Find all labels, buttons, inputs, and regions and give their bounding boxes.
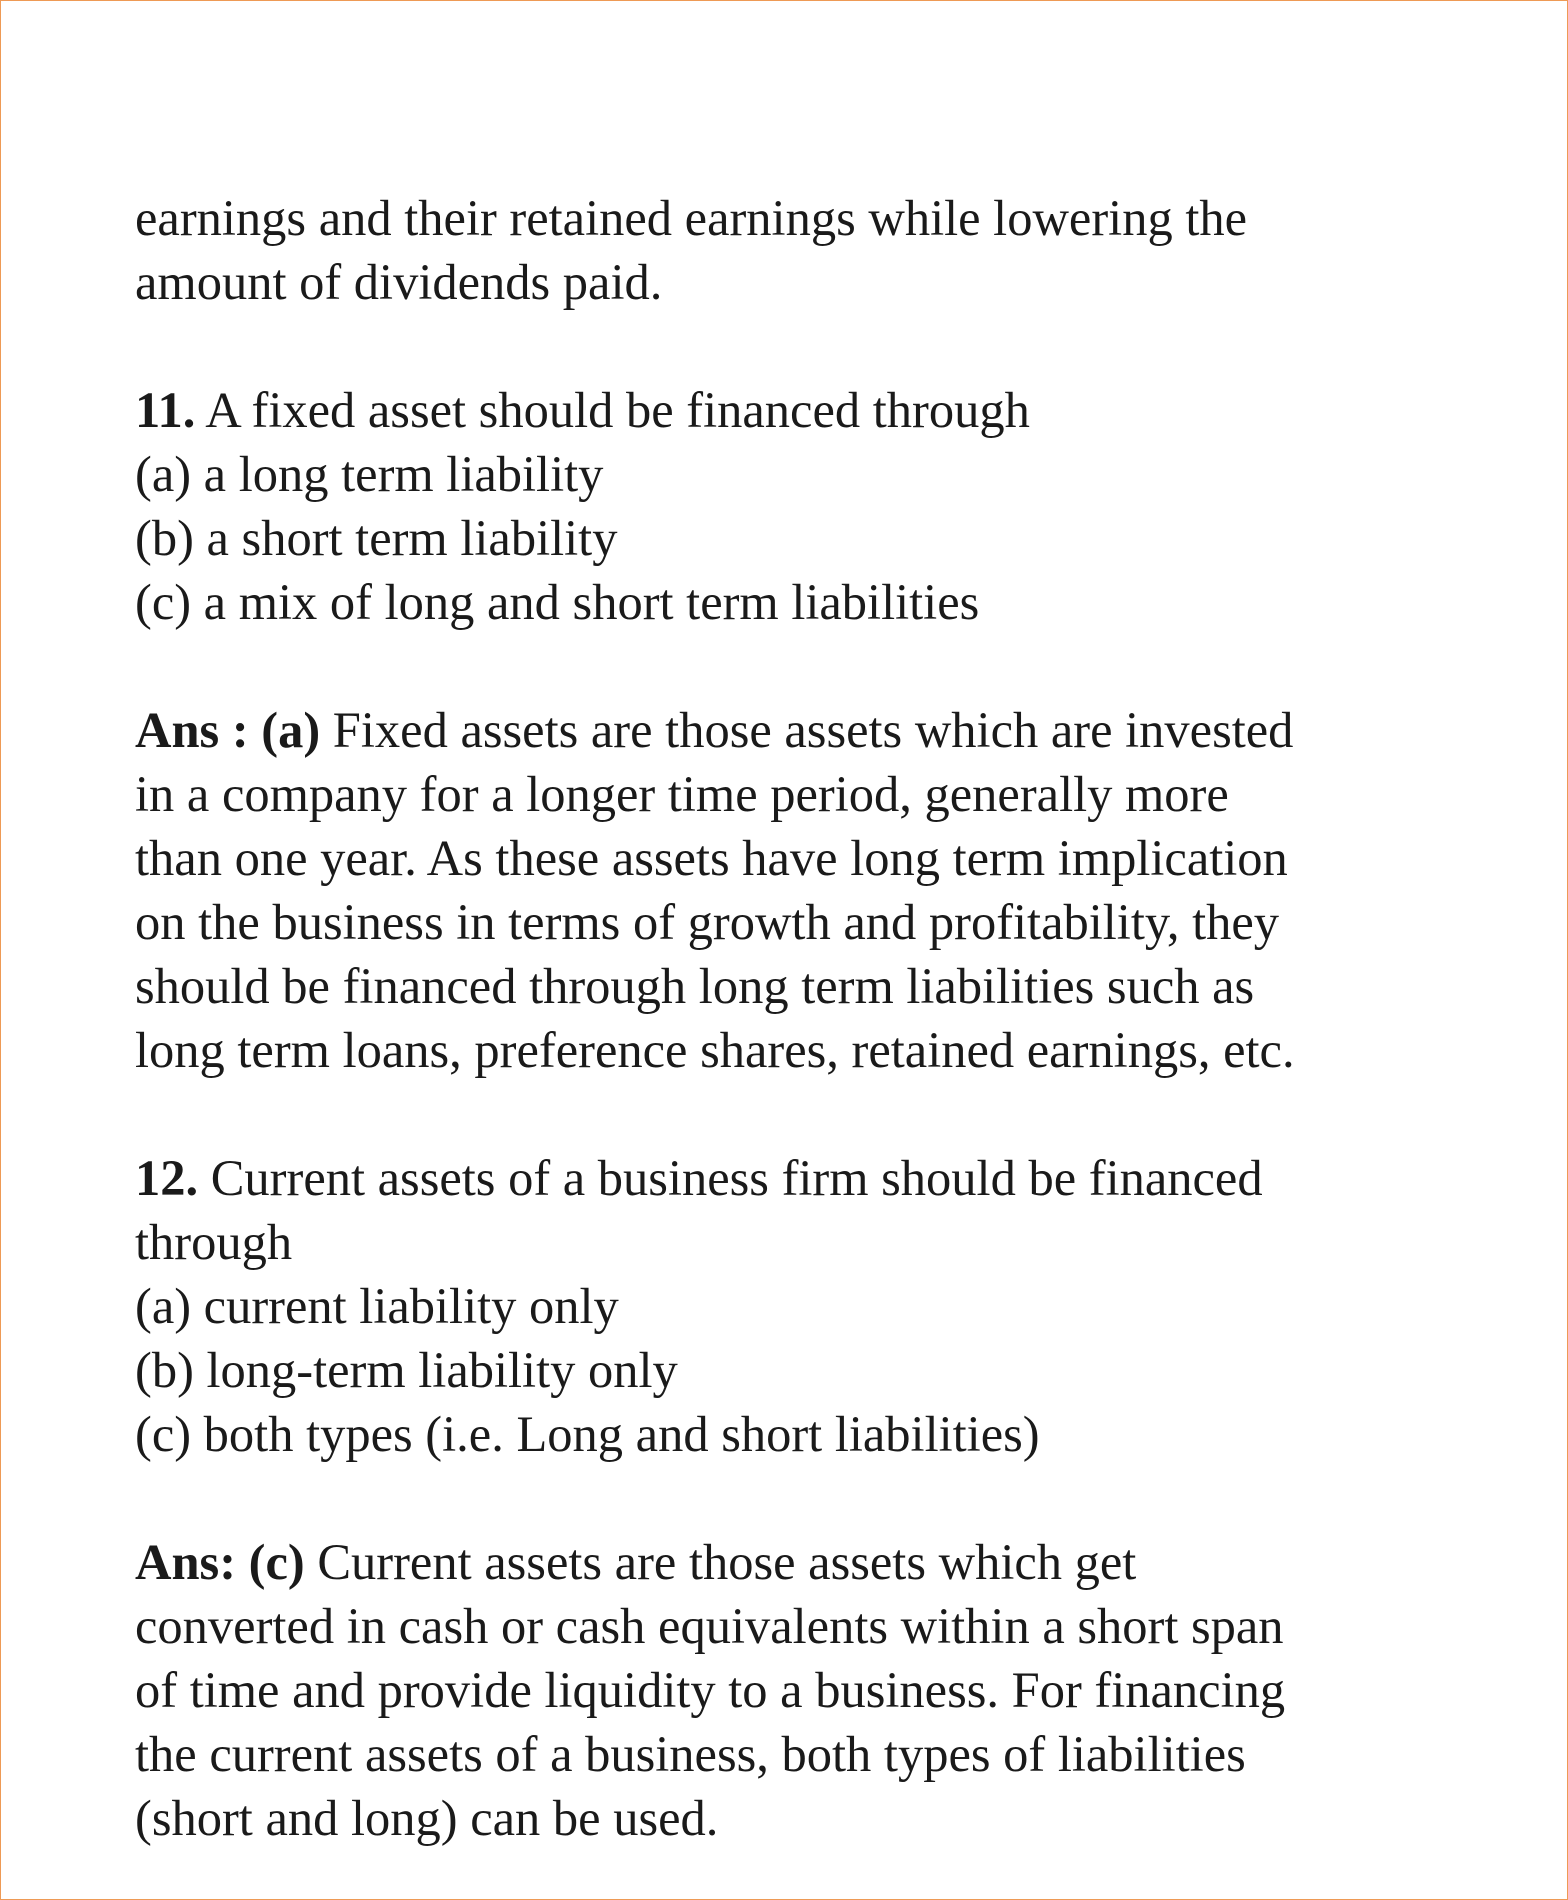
intro-line-1: earnings and their retained earnings while lowering the [135, 190, 1248, 246]
q12-answer-line: (short and long) can be used. [135, 1790, 719, 1846]
q11-option-a: (a) a long term liability [135, 446, 604, 502]
q11-question-text: A fixed asset should be financed through [205, 382, 1030, 438]
q12-option-b: (b) long-term liability only [135, 1342, 678, 1398]
q12-answer-line: of time and provide liquidity to a business. For financing [135, 1662, 1286, 1718]
paragraph-gap [135, 1082, 1435, 1146]
q11-question [135, 378, 1435, 442]
paragraph-gap [135, 634, 1435, 698]
q12-question [135, 1146, 1435, 1210]
q11-answer-text: Fixed assets are those assets which are invested [332, 702, 1294, 758]
q12-question-cont: through [135, 1214, 293, 1270]
q11-answer-line: than one year. As these assets have long term implication [135, 830, 1288, 886]
q11-answer-line: should be financed through long term liabilities such as [135, 958, 1255, 1014]
page-content [135, 186, 1435, 1850]
q11-answer-first-line [135, 698, 1435, 762]
paragraph-gap [135, 314, 1435, 378]
q11-answer-choice: (a) [261, 702, 321, 758]
q12-answer-line: the current assets of a business, both types of liabilities [135, 1726, 1246, 1782]
q12-answer-text: Current assets are those assets which get [317, 1534, 1137, 1590]
q12-answer-choice: (c) [248, 1534, 305, 1590]
paragraph-gap [135, 1466, 1435, 1530]
q11-number: 11. [135, 382, 196, 438]
q12-answer-label: Ans: [135, 1534, 237, 1590]
q11-answer-line: long term loans, preference shares, retained earnings, etc. [135, 1022, 1295, 1078]
q12-question-text: Current assets of a business firm should be financed [210, 1150, 1263, 1206]
q12-answer-line: converted in cash or cash equivalents within a short span [135, 1598, 1284, 1654]
q11-option-c: (c) a mix of long and short term liabilities [135, 574, 980, 630]
q11-option-b: (b) a short term liability [135, 510, 618, 566]
intro-line-2: amount of dividends paid. [135, 254, 663, 310]
q11-answer-line: on the business in terms of growth and profitability, they [135, 894, 1280, 950]
q12-number: 12. [135, 1150, 199, 1206]
q12-option-a: (a) current liability only [135, 1278, 619, 1334]
q11-answer-label: Ans : [135, 702, 249, 758]
q12-option-c: (c) both types (i.e. Long and short liabilities) [135, 1406, 1040, 1462]
q11-answer-line: in a company for a longer time period, generally more [135, 766, 1229, 822]
q12-answer-first-line [135, 1530, 1435, 1594]
